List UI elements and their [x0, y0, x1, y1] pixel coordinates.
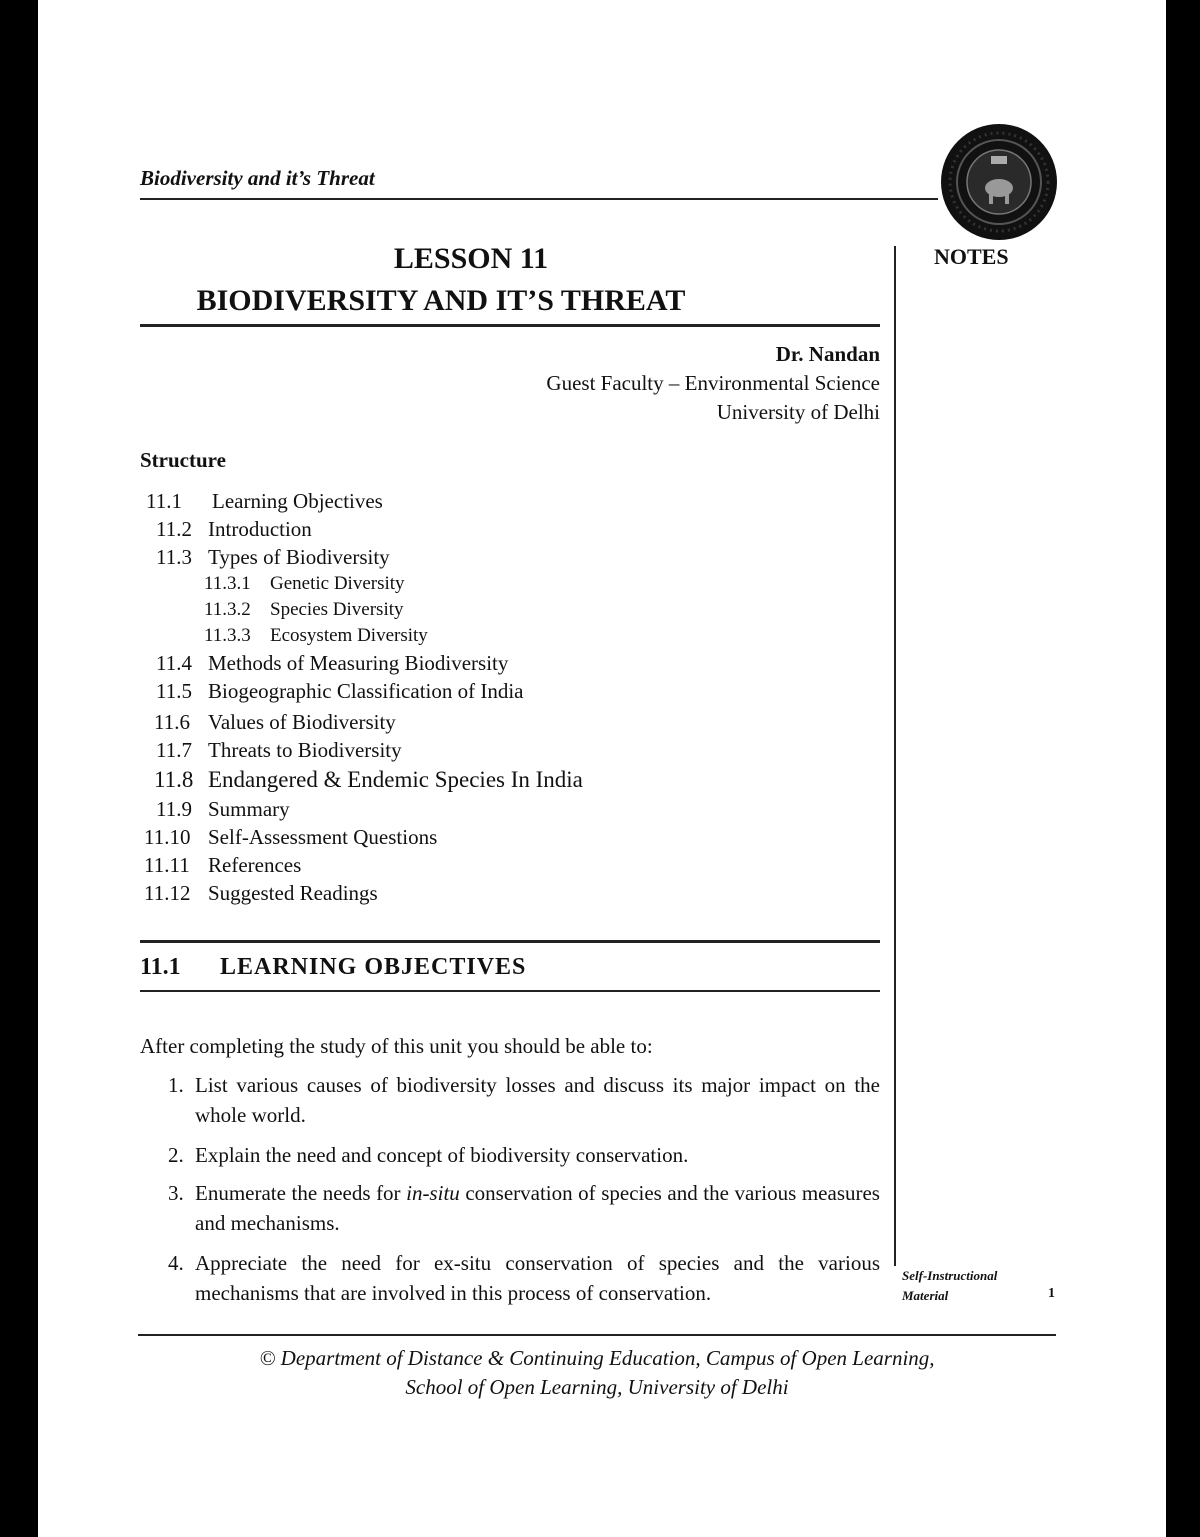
- objective-item: 2. Explain the need and concept of biodiversity conservation.: [168, 1143, 689, 1167]
- section-rule-bottom: [140, 990, 880, 992]
- toc-subitem: 11.3.3 Ecosystem Diversity: [204, 625, 428, 646]
- objectives-intro: After completing the study of this unit you should be able to:: [140, 1034, 653, 1058]
- footer-line-1: © Department of Distance & Continuing Education, Campus of Open Learning,: [259, 1346, 935, 1370]
- title-rule: [140, 324, 880, 327]
- margin-rule: [894, 246, 896, 1266]
- lesson-title: BIODIVERSITY AND IT’S THREAT: [196, 284, 686, 317]
- toc-subitem: 11.3.1 Genetic Diversity: [204, 573, 405, 594]
- toc-subitem: 11.3.2 Species Diversity: [204, 599, 404, 620]
- objective-item: 4. Appreciate the need for ex-situ conservation of species and the various mechanisms that are involved in this process of conservation.: [168, 1251, 880, 1305]
- footer: [138, 1344, 1056, 1402]
- document-page: [38, 0, 1166, 1537]
- toc-item: 11.4 Methods of Measuring Biodiversity: [156, 651, 509, 675]
- author-block: [546, 340, 880, 427]
- university-seal-icon: [941, 124, 1057, 240]
- toc-item: 11.9 Summary: [156, 797, 290, 821]
- section-rule-top: [140, 940, 880, 943]
- toc-item: 11.5 Biogeographic Classification of India: [156, 679, 524, 703]
- structure-heading: Structure: [140, 448, 226, 472]
- author-institution: University of Delhi: [716, 400, 880, 424]
- author-name: Dr. Nandan: [775, 342, 880, 366]
- objective-item: 1. List various causes of biodiversity losses and discuss its major impact on the whole world.: [168, 1073, 880, 1127]
- toc-item: 11.11 References: [144, 853, 302, 877]
- page-number: 1: [1048, 1286, 1055, 1301]
- section-title: LEARNING OBJECTIVES: [220, 954, 527, 980]
- toc-item: 11.7 Threats to Biodiversity: [156, 738, 402, 762]
- toc-item: 11.8 Endangered & Endemic Species In India: [154, 767, 583, 792]
- objective-item: 3. Enumerate the needs for in-situ conservation of species and the various measures and mechanisms.: [168, 1181, 880, 1235]
- header-rule: [140, 198, 938, 200]
- running-head: Biodiversity and it’s Threat: [140, 166, 375, 190]
- section-number: 11.1: [140, 954, 181, 980]
- toc-item: 11.12 Suggested Readings: [144, 881, 378, 905]
- toc-item: 11.10 Self-Assessment Questions: [144, 825, 438, 849]
- toc-item: 11.2 Introduction: [156, 517, 312, 541]
- toc-item: 11.3 Types of Biodiversity: [156, 545, 390, 569]
- footer-rule: [138, 1334, 1056, 1336]
- footer-line-2: School of Open Learning, University of Delhi: [405, 1375, 789, 1399]
- toc-item: 11.6 Values of Biodiversity: [154, 710, 396, 734]
- toc-item: 11.1 Learning Objectives: [146, 489, 383, 513]
- margin-note: Self-Instructional Material: [902, 1268, 998, 1303]
- lesson-number: LESSON 11: [393, 242, 549, 275]
- author-position: Guest Faculty – Environmental Science: [546, 371, 880, 395]
- notes-label: NOTES: [934, 244, 1009, 269]
